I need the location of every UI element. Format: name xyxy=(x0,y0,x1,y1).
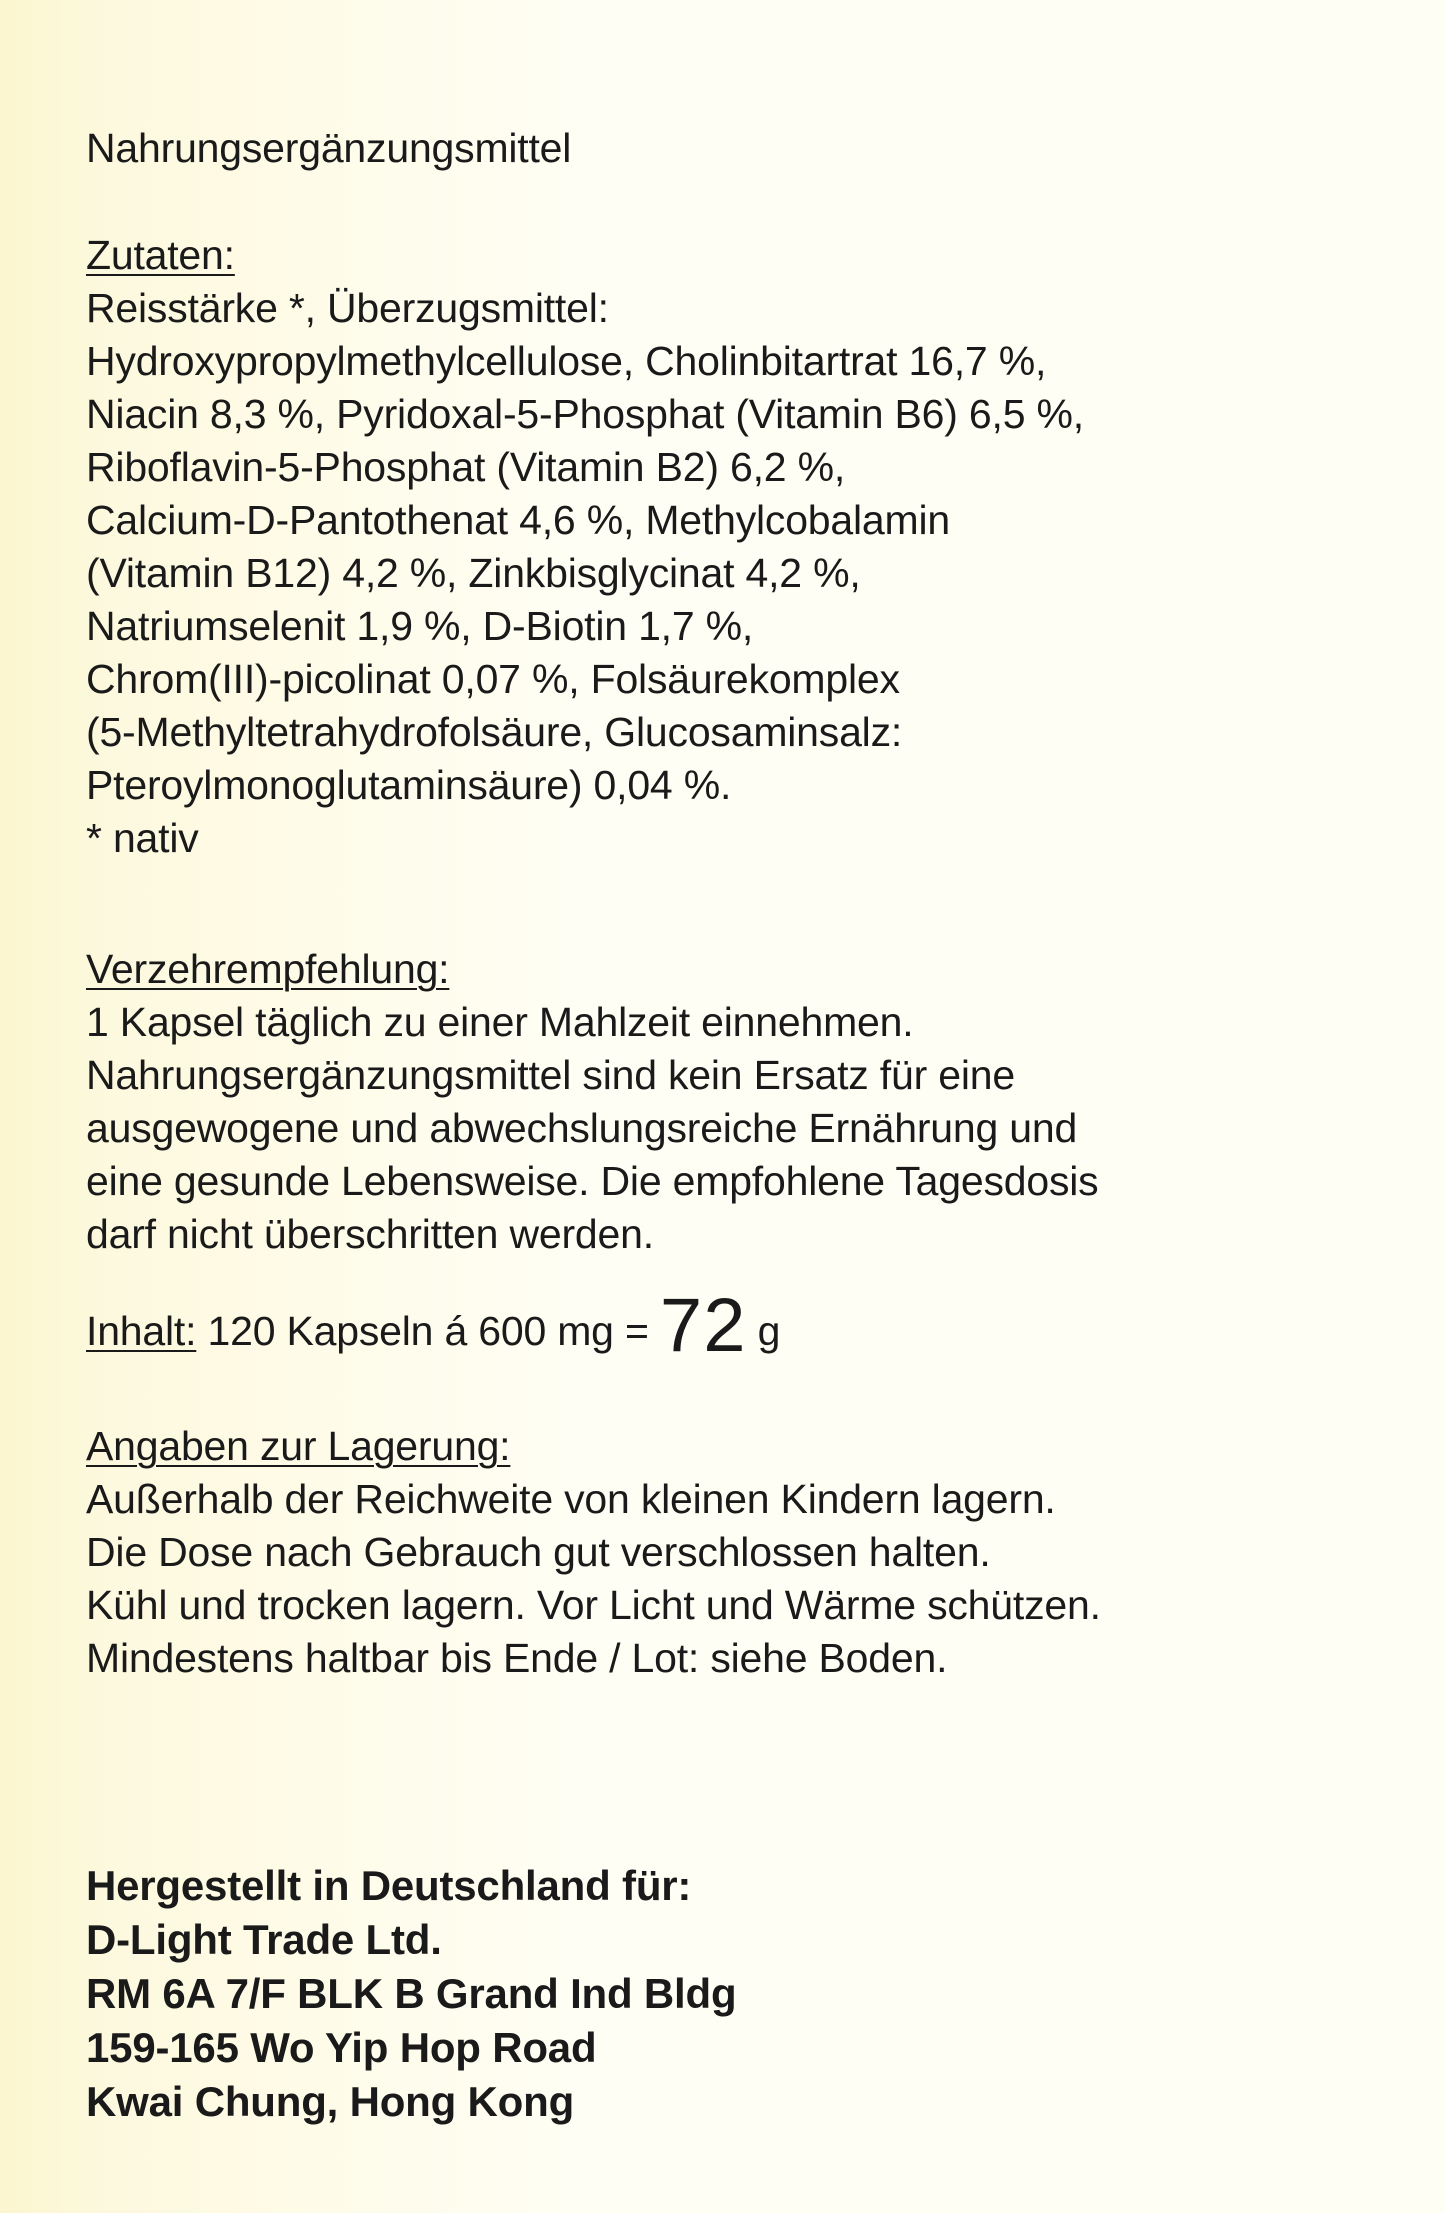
manufacturer-name: D-Light Trade Ltd. xyxy=(86,1916,442,1963)
manufacturer-address: Kwai Chung, Hong Kong xyxy=(86,2078,575,2125)
storage-line: Die Dose nach Gebrauch gut verschlossen halten. xyxy=(86,1529,991,1575)
ingredients-line: (Vitamin B12) 4,2 %, Zinkbisglycinat 4,2 %, xyxy=(86,550,861,596)
content-text: 120 Kapseln á 600 mg = xyxy=(196,1308,660,1354)
recommendation-line: darf nicht überschritten werden. xyxy=(86,1211,654,1257)
storage-heading: Angaben zur Lagerung: xyxy=(86,1423,511,1469)
ingredients-line: Chrom(III)-picolinat 0,07 %, Folsäurekomplex xyxy=(86,656,900,702)
ingredients-heading: Zutaten: xyxy=(86,232,235,278)
ingredients-line: Hydroxypropylmethylcellulose, Cholinbitartrat 16,7 %, xyxy=(86,338,1047,384)
ingredients-line: Reisstärke *, Überzugsmittel: xyxy=(86,285,609,331)
content-amount: 72 xyxy=(659,1283,747,1368)
ingredients-footnote: * nativ xyxy=(86,815,199,861)
ingredients-line: Calcium-D-Pantothenat 4,6 %, Methylcobalamin xyxy=(86,497,950,543)
ingredients-line: Pteroylmonoglutaminsäure) 0,04 %. xyxy=(86,762,732,808)
recommendation-line: 1 Kapsel täglich zu einer Mahlzeit einnehmen. xyxy=(86,999,914,1045)
manufacturer-line: Hergestellt in Deutschland für: xyxy=(86,1862,692,1909)
manufacturer-address: RM 6A 7/F BLK B Grand Ind Bldg xyxy=(86,1970,737,2017)
ingredients-line: (5-Methyltetrahydrofolsäure, Glucosaminsalz: xyxy=(86,709,903,755)
product-type: Nahrungsergänzungsmittel xyxy=(86,125,572,171)
storage-line: Außerhalb der Reichweite von kleinen Kindern lagern. xyxy=(86,1476,1056,1522)
content-unit: g xyxy=(746,1308,781,1354)
content-heading: Inhalt: xyxy=(86,1308,197,1354)
content-line xyxy=(86,1283,781,1368)
storage-line: Kühl und trocken lagern. Vor Licht und Wärme schützen. xyxy=(86,1582,1101,1628)
manufacturer-address: 159-165 Wo Yip Hop Road xyxy=(86,2024,597,2071)
recommendation-line: Nahrungsergänzungsmittel sind kein Ersatz für eine xyxy=(86,1052,1015,1098)
ingredients-line: Natriumselenit 1,9 %, D-Biotin 1,7 %, xyxy=(86,603,754,649)
recommendation-line: eine gesunde Lebensweise. Die empfohlene Tagesdosis xyxy=(86,1158,1099,1204)
storage-line: Mindestens haltbar bis Ende / Lot: siehe Boden. xyxy=(86,1635,948,1681)
ingredients-line: Niacin 8,3 %, Pyridoxal-5-Phosphat (Vitamin B6) 6,5 %, xyxy=(86,391,1084,437)
recommendation-line: ausgewogene und abwechslungsreiche Ernährung und xyxy=(86,1105,1078,1151)
ingredients-line: Riboflavin-5-Phosphat (Vitamin B2) 6,2 %, xyxy=(86,444,846,490)
recommendation-heading: Verzehrempfehlung: xyxy=(86,946,450,992)
